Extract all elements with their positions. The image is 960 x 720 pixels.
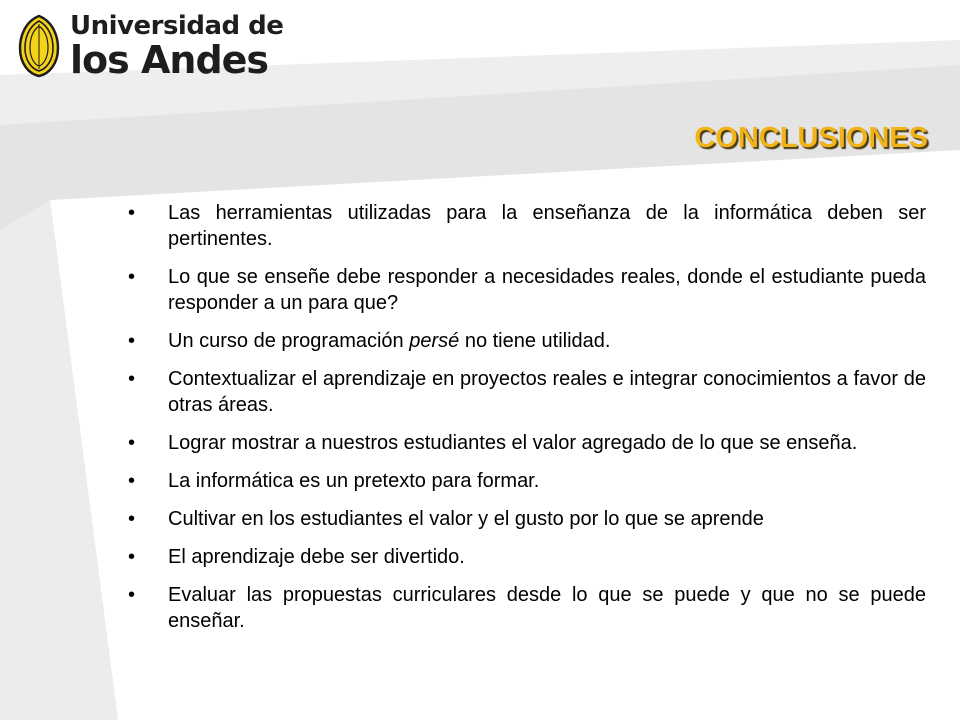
logo-line-2: los Andes	[70, 38, 269, 82]
list-item	[128, 506, 926, 532]
university-seal-icon	[18, 14, 60, 78]
bullet-text: Evaluar las propuestas curriculares desde lo que se puede y que no se puede enseñar.	[168, 584, 926, 632]
bullet-text-before: Un curso de programación	[168, 330, 410, 352]
bullet-marker: •	[128, 584, 136, 606]
bullet-text: El aprendizaje debe ser divertido.	[168, 546, 465, 568]
conclusions-list	[128, 200, 926, 646]
list-item	[128, 328, 926, 354]
bullet-marker: •	[128, 368, 136, 390]
bullet-marker: •	[128, 470, 136, 492]
list-item	[128, 264, 926, 316]
list-item	[128, 468, 926, 494]
bullet-marker: •	[128, 508, 136, 530]
bullet-text	[168, 328, 926, 354]
bullet-text: Lograr mostrar a nuestros estudiantes el valor agregado de lo que se enseña.	[168, 432, 858, 454]
bullet-text-emphasis: persé	[409, 330, 460, 352]
bullet-text: Cultivar en los estudiantes el valor y el gusto por lo que se aprende	[168, 508, 764, 530]
bullet-text: Contextualizar el aprendizaje en proyectos reales e integrar conocimientos a favor de otras áreas.	[168, 368, 926, 416]
list-item	[128, 366, 926, 418]
bullet-marker: •	[128, 432, 136, 454]
university-logo	[18, 10, 283, 82]
bullet-marker: •	[128, 546, 136, 568]
list-item	[128, 200, 926, 252]
list-item	[128, 430, 926, 456]
bullet-marker: •	[128, 266, 136, 288]
bullet-marker: •	[128, 330, 136, 352]
logo-wordmark	[70, 11, 284, 82]
slide-title: CONCLUSIONES	[694, 122, 928, 154]
bullet-text: Lo que se enseñe debe responder a necesidades reales, donde el estudiante pueda responder a un para que?	[168, 266, 926, 314]
logo-line-1: Universidad de	[70, 11, 284, 41]
bullet-marker: •	[128, 202, 136, 224]
list-item	[128, 544, 926, 570]
bullet-text: La informática es un pretexto para formar.	[168, 470, 540, 492]
bullet-text: Las herramientas utilizadas para la enseñanza de la informática deben ser pertinentes.	[168, 202, 926, 250]
list-item	[128, 582, 926, 634]
bullet-text-after: no tiene utilidad.	[459, 330, 611, 352]
